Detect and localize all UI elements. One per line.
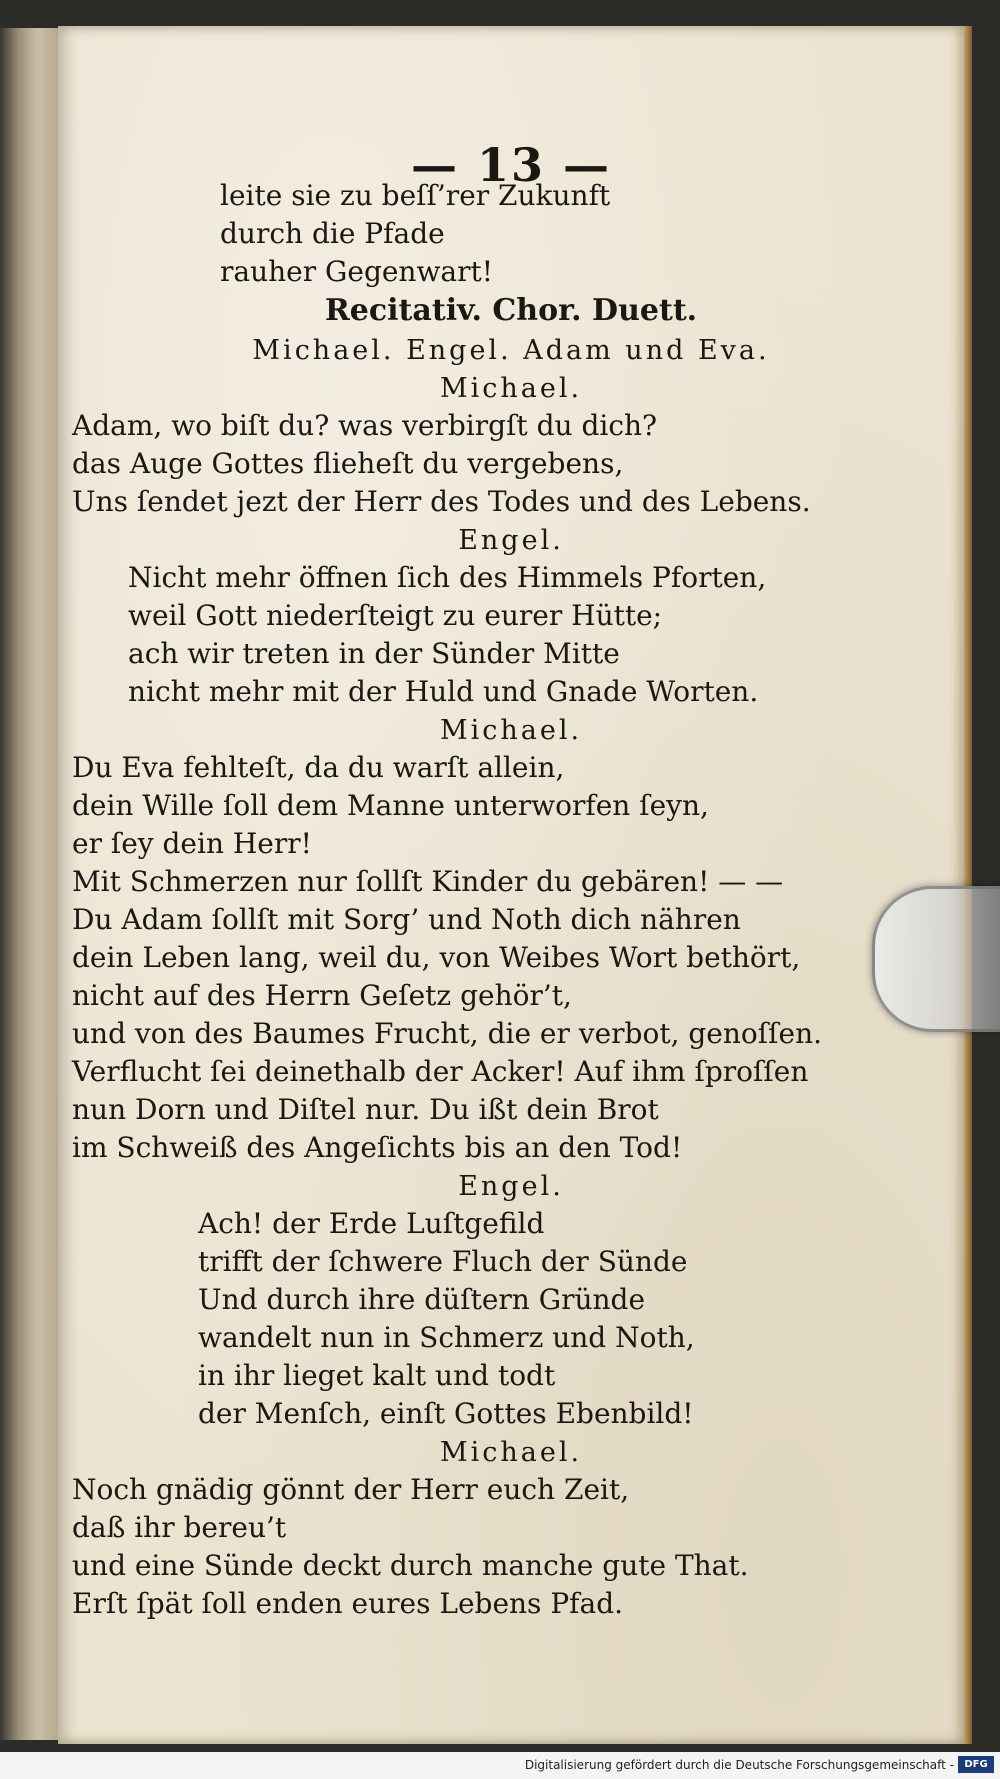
text-line: Du Adam ſollſt mit Sorg’ und Noth dich nähren xyxy=(72,903,741,936)
text-line: trifft der ſchwere Fluch der Sünde xyxy=(198,1245,688,1278)
text-line: Du Eva fehlteſt, da du warſt allein, xyxy=(72,751,565,784)
text-line: nicht auf des Herrn Geſetz gehör’t, xyxy=(72,979,572,1012)
speaker-name: Engel. xyxy=(458,525,564,556)
footer-bar xyxy=(0,1752,1000,1779)
text-block xyxy=(58,26,964,1744)
speaker-name: Michael. xyxy=(439,1437,583,1468)
speaker-name: Michael. xyxy=(439,715,583,746)
text-line: Erſt ſpät ſoll enden eures Lebens Pfad. xyxy=(72,1587,624,1620)
page-number: — 13 — xyxy=(410,138,612,192)
section-heading: Recitativ. Chor. Duett. xyxy=(324,293,698,328)
speaker-name: Michael. xyxy=(439,373,583,404)
text-line: der Menſch, einſt Gottes Ebenbild! xyxy=(198,1397,694,1430)
text-line: dein Leben lang, weil du, von Weibes Wort bethört, xyxy=(72,941,801,974)
text-line: und von des Baumes Frucht, die er verbot, genoſſen. xyxy=(72,1017,822,1050)
cast-list: Michael. Engel. Adam und Eva. xyxy=(252,335,770,366)
speaker-name: Engel. xyxy=(458,1171,564,1202)
text-line: nun Dorn und Diſtel nur. Du ißt dein Brot xyxy=(72,1093,659,1126)
text-line: Verflucht ſei deinethalb der Acker! Auf ihm ſproſſen xyxy=(72,1055,809,1088)
funding-credit: Digitalisierung gefördert durch die Deutsche Forschungsgemeinschaft - xyxy=(524,1758,954,1772)
text-line: durch die Pfade xyxy=(220,217,445,250)
text-line: und eine Sünde deckt durch manche gute That. xyxy=(72,1549,749,1582)
text-line: daß ihr bereu’t xyxy=(72,1511,287,1544)
text-line: leite sie zu beſſ’rer Zukunft xyxy=(220,179,611,212)
text-line: in ihr lieget kalt und todt xyxy=(198,1359,556,1392)
text-line: Noch gnädig gönnt der Herr euch Zeit, xyxy=(72,1473,630,1506)
text-line: weil Gott niederſteigt zu eurer Hütte; xyxy=(128,599,663,632)
text-line: Nicht mehr öffnen ſich des Himmels Pforten, xyxy=(128,561,767,594)
dfg-logo: DFG xyxy=(958,1756,994,1773)
text-line: Ach! der Erde Luſtgefild xyxy=(198,1207,545,1240)
text-line: Uns ſendet jezt der Herr des Todes und des Lebens. xyxy=(72,485,811,518)
text-line: Und durch ihre düſtern Gründe xyxy=(198,1283,646,1316)
text-line: er ſey dein Herr! xyxy=(72,827,312,860)
text-line: im Schweiß des Angeſichts bis an den Tod! xyxy=(72,1131,683,1164)
text-line: Mit Schmerzen nur ſollſt Kinder du gebären! — — xyxy=(72,865,784,898)
book-page xyxy=(58,26,964,1744)
text-line: ach wir treten in der Sünder Mitte xyxy=(128,637,620,670)
text-line: wandelt nun in Schmerz und Noth, xyxy=(198,1321,695,1354)
book-spine xyxy=(0,28,62,1740)
text-line: nicht mehr mit der Huld und Gnade Worten. xyxy=(128,675,759,708)
text-line: dein Wille ſoll dem Manne unterworfen ſeyn, xyxy=(72,789,709,822)
text-line: das Auge Gottes flieheſt du vergebens, xyxy=(72,447,624,480)
page-clip xyxy=(872,886,1000,1032)
text-line: Adam, wo biſt du? was verbirgſt du dich? xyxy=(72,409,658,442)
text-line: rauher Gegenwart! xyxy=(220,255,494,288)
